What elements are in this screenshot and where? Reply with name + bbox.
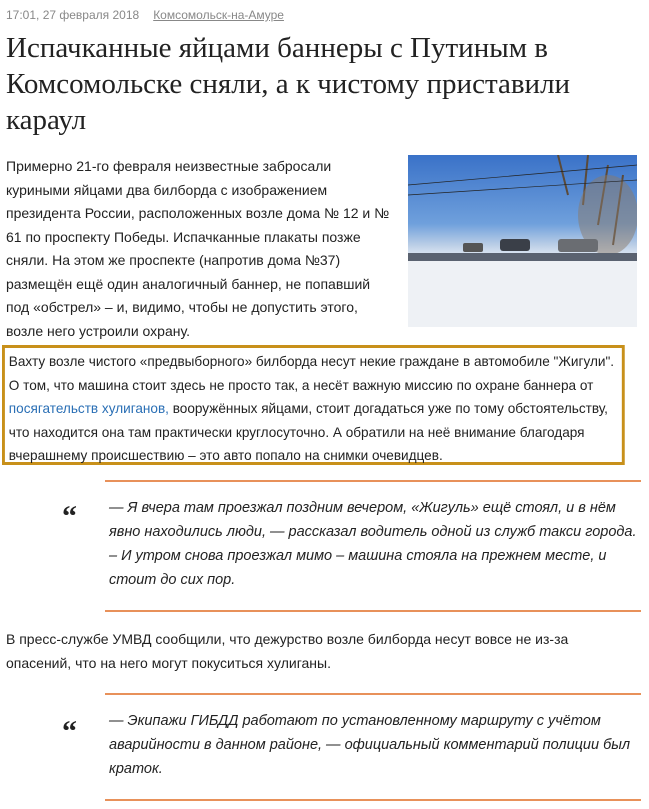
location-link[interactable]: Комсомольск-на-Амуре <box>153 8 284 22</box>
article-photo <box>408 155 637 327</box>
paragraph-2: В пресс-службе УМВД сообщили, что дежурство возле билборда несут вовсе не из-за опасений, что на него могут покуситься хулиганы. <box>6 631 569 671</box>
box-text: – это авто попало на снимки очевидцев. <box>184 447 443 463</box>
quote-2: — Экипажи ГИБДД работают по установленному маршруту с учётом аварийности в данном районе, — официальный комментарий полиции был краток. <box>105 693 641 801</box>
datetime: 17:01, 27 февраля 2018 <box>6 8 140 22</box>
quote-1: — Я вчера там проезжал поздним вечером, «Жигуль» ещё стоял, и в нём явно находились люди, — рассказал водитель одной из служб такси города. – И утром снова проезжал мимо – машина стояла на прежнем месте, и стоит до сих пор. <box>105 480 641 612</box>
highlight-box <box>2 345 625 465</box>
quote-mark-icon: “ <box>62 715 77 748</box>
quote-mark-icon: “ <box>62 500 77 533</box>
box-text: вооружённых яйцами, стоит догадаться уже по тому обстоятельству, что находится она там практически круглосуточно. А обратили на неё внимание благодаря <box>8 400 608 440</box>
link-hooligans[interactable]: посягательств хулиганов, <box>8 400 169 416</box>
intro-paragraph: Примерно 21-го февраля неизвестные забросали куриными яйцами два билборда с изображением президента России, расположенных возле дома № 12 и № 61 по проспекту Победы. Испачканные плакаты позже сняли. На этом же проспекте (напротив дома №37) размещён ещё один аналогичный баннер, не попавший под «обстрел» – и, видимо, чтобы не допустить этого, возле него устроили охрану. <box>6 158 390 339</box>
link-incident[interactable]: вчерашнему происшествию <box>8 447 185 463</box>
article-meta <box>6 8 284 22</box>
article-title: Испачканные яйцами баннеры с Путиным в Комсомольске сняли, а к чистому приставили караул <box>6 32 571 136</box>
box-text: Вахту возле чистого «предвыборного» билборда несут некие граждане в автомобиле "Жигули". О том, что машина стоит здесь не просто так, а несёт важную миссию по охране баннера от <box>8 353 615 393</box>
